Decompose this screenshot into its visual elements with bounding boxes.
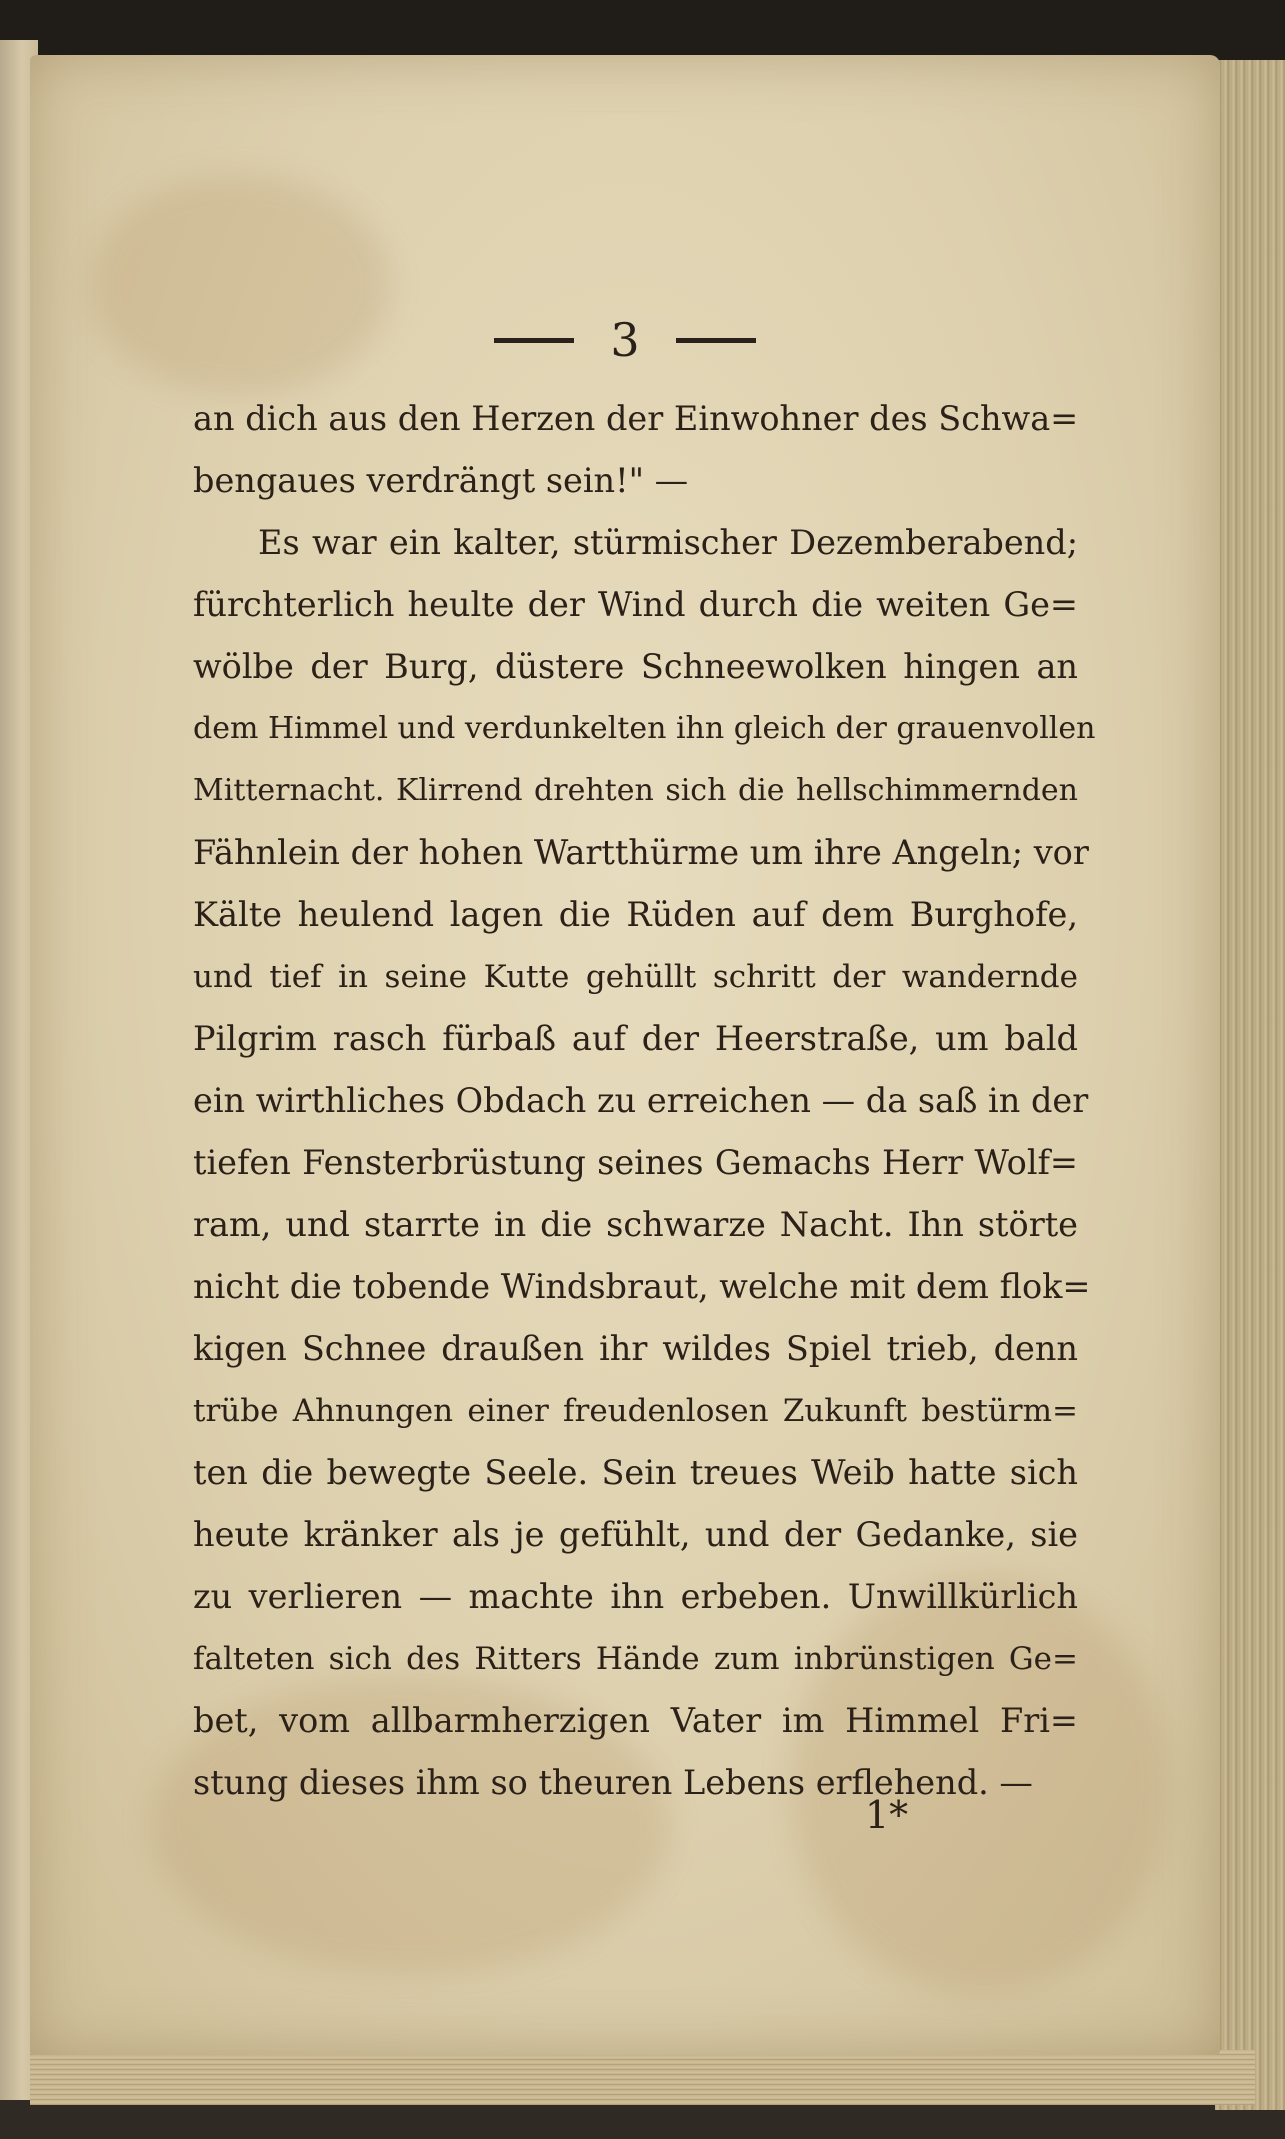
body-text bbox=[193, 388, 1096, 1814]
page-stack-right bbox=[1215, 60, 1285, 2110]
page-sheet bbox=[30, 55, 1220, 2055]
page-number: 3 bbox=[610, 313, 640, 367]
text-line: fürchterlich heulte der Wind durch die weiten Ge= bbox=[193, 585, 1078, 624]
text-line: stung dieses ihm so theuren Lebens erflehend. — bbox=[193, 1763, 1033, 1802]
text-line: und tief in seine Kutte gehüllt schritt der wandernde bbox=[193, 959, 1078, 995]
text-line: falteten sich des Ritters Hände zum inbrünstigen Ge= bbox=[193, 1641, 1078, 1677]
text-line: dem Himmel und verdunkelten ihn gleich der grauenvollen bbox=[193, 711, 1096, 746]
text-line: heute kränker als je gefühlt, und der Gedanke, sie bbox=[193, 1515, 1078, 1554]
text-line: Fähnlein der hohen Wartthürme um ihre Angeln; vor bbox=[193, 833, 1089, 872]
page-header bbox=[30, 310, 1220, 370]
text-line: bet, vom allbarmherzigen Vater im Himmel Fri= bbox=[193, 1701, 1078, 1740]
text-line: ten die bewegte Seele. Sein treues Weib hatte sich bbox=[193, 1453, 1078, 1492]
text-line: ein wirthliches Obdach zu erreichen — da saß in der bbox=[193, 1081, 1089, 1120]
text-line: tiefen Fensterbrüstung seines Gemachs Herr Wolf= bbox=[193, 1143, 1078, 1182]
page-stack-bottom bbox=[30, 2050, 1255, 2105]
header-dash-left bbox=[494, 338, 574, 343]
text-line: Pilgrim rasch fürbaß auf der Heerstraße, um bald bbox=[193, 1019, 1078, 1058]
text-line: zu verlieren — machte ihn erbeben. Unwillkürlich bbox=[193, 1577, 1078, 1616]
text-line: bengaues verdrängt sein!" — bbox=[193, 461, 689, 500]
text-line: kigen Schnee draußen ihr wildes Spiel trieb, denn bbox=[193, 1329, 1078, 1368]
book-top-edge bbox=[0, 0, 1285, 62]
text-line: Es war ein kalter, stürmischer Dezemberabend; bbox=[258, 523, 1078, 562]
text-line: trübe Ahnungen einer freudenlosen Zukunft bestürm= bbox=[193, 1393, 1078, 1429]
printer-signature-mark: 1* bbox=[865, 1793, 909, 1837]
text-line: nicht die tobende Windsbraut, welche mit dem flok= bbox=[193, 1267, 1091, 1306]
text-line: Mitternacht. Klirrend drehten sich die hellschimmernden bbox=[193, 773, 1078, 808]
text-line: ram, und starrte in die schwarze Nacht. Ihn störte bbox=[193, 1205, 1078, 1244]
text-line: wölbe der Burg, düstere Schneewolken hingen an bbox=[193, 647, 1078, 686]
text-line: an dich aus den Herzen der Einwohner des Schwa= bbox=[193, 399, 1079, 438]
header-dash-right bbox=[676, 338, 756, 343]
text-line: Kälte heulend lagen die Rüden auf dem Burghofe, bbox=[193, 895, 1078, 934]
